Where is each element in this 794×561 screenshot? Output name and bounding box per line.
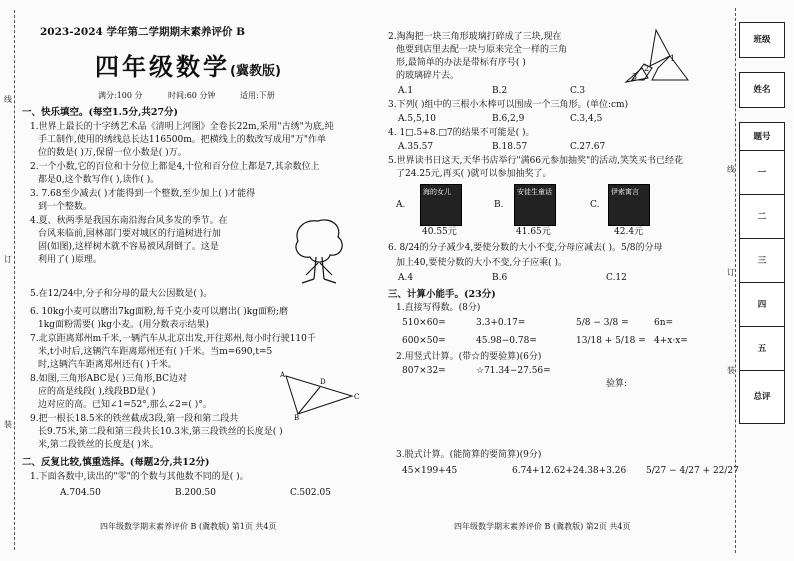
calc-item: 45.98−0.78= [476,336,537,346]
triangle-abc-figure [280,368,360,420]
book-cover-a[interactable] [420,184,462,226]
binding-line [14,10,15,550]
book-cover-b[interactable] [514,184,556,226]
q9-line3: 米,第二段铁丝的长度是( )米。 [38,440,159,450]
score-row-5[interactable]: 五 [739,326,785,372]
q2-line2: 都是0,这个数写作( ),读作( )。 [38,175,160,185]
q4-line1: 4.夏、秋两季是我国东南沿海台风多发的季节。在 [30,216,228,226]
field-class[interactable]: 班级 [739,22,785,58]
r3-option-c[interactable]: C.3,4,5 [570,114,603,124]
calc-3-title: 3.脱式计算。(能简算的要简算)(9分) [396,450,542,460]
q9-line1: 9.把一根长18.5米的铁丝截成3段,第一段和第二段共 [30,414,239,424]
book-title-a: 海的女儿 [423,188,451,196]
page-1 [0,0,380,561]
calc-2-title: 2.用竖式计算。(带☆的要验算)(6分) [396,352,542,362]
r2-option-c[interactable]: C.3 [570,86,586,96]
strip-mark: 装 [727,366,735,375]
mc1-option-c[interactable]: C.502.05 [290,488,331,498]
q8-line2: 应的高是线段( ),线段BD是( ) [38,387,156,397]
r5-line2: 了24.25元,再买( )就可以参加抽奖了。 [396,169,552,179]
q1-line3: 位的数是( )万,保留一位小数是( )万。 [38,148,187,158]
r4-option-c[interactable]: C.27.67 [570,142,606,152]
margin-mark: 线 [4,95,12,104]
margin-mark: 订 [4,255,12,264]
svg-text:A: A [280,371,286,379]
book-cover-c[interactable] [608,184,650,226]
r5-line1: 5.世界读书日这天,天华书店举行"满66元参加抽奖"的活动,笑笑买书已经花 [388,156,684,166]
meta-score: 满分:100 分 [98,91,143,100]
q4-line4: 利用了( )原理。 [38,255,102,265]
section-1-title: 一、快乐填空。(每空1.5分,共27分) [22,107,179,118]
q9-line2: 长9.75米,第二段和第三段共长10.3米,第三段铁丝的长度是( ) [38,427,283,437]
book-price-c: 42.4元 [614,227,644,237]
svg-text:B: B [294,414,300,420]
r2-option-a[interactable]: A.1 [398,86,414,96]
book-option-b-label[interactable]: B. [494,200,504,210]
book-price-b: 41.65元 [516,227,551,237]
r2-line1: 2.淘淘把一块三角形玻璃打碎成了三块,现在 [388,32,562,42]
section-3-title: 三、计算小能手。(23分) [388,289,496,300]
q1-line1: 1.世界上最长的十字绣艺术品《清明上河图》全卷长22m,采用"古绣"为底,纯 [30,122,334,132]
q3-line1: 3. 7.68至少减去( )才能得到一个整数,至少加上( )才能得 [30,189,256,199]
q7-line1: 7.北京距离郑州m千米,一辆汽车从北京出发,开往郑州,每小时行驶110千 [30,334,316,344]
svg-text:D: D [320,378,326,386]
calc-item: 5/8 − 3/8 = [576,318,629,328]
r4-option-b[interactable]: B.18.57 [492,142,528,152]
score-row-1[interactable]: 一 [739,150,785,196]
r2-option-b[interactable]: B.2 [492,86,508,96]
edition: (冀教版) [230,64,281,79]
strip-mark: 线 [727,165,735,174]
tree-illustration [288,213,348,285]
q8-line1: 8.如图,三角形ABC是( )三角形,BC边对 [30,374,188,384]
r6-line1: 6. 8/24的分子减少4,要使分数的大小不变,分母应减去( )。5/8的分母 [388,243,663,253]
r3-option-a[interactable]: A.5,5,10 [398,114,436,124]
page-2-footer: 四年级数学期末素养评价 B (冀教版) 第2页 共4页 [454,522,631,531]
page-title [95,52,281,82]
svg-text:C: C [354,393,360,401]
strip-mark: 订 [727,268,735,277]
book-option-a-label[interactable]: A. [396,200,406,210]
r6-option-c[interactable]: C.12 [606,273,627,283]
calc-item: 13/18 + 5/18 = [576,336,646,346]
stepwise-calc-1: 45×199+45 [402,466,458,476]
score-row-2[interactable]: 二 [739,194,785,240]
q6-line1: 6. 10kg小麦可以磨出7kg面粉,每千克小麦可以磨出( )kg面粉;磨 [30,307,289,317]
calc-item: 3.3+0.17= [476,318,526,328]
book-price-a: 40.55元 [422,227,457,237]
book-option-c-label[interactable]: C. [590,200,600,210]
shard-label-2: 2 [644,64,650,73]
q2-line1: 2.一个小数,它的百位和十分位上都是4,十位和百分位上都是7,其余数位上 [30,162,320,172]
binding-strip [727,0,794,561]
stepwise-calc-3: 5/27 − 4/27 + 22/27 [646,466,739,476]
calc-1-title: 1.直接写得数。(8分) [396,303,481,313]
calc-item: 4+x·x= [654,336,688,346]
r2-line3: 形,最简单的办法是带标有序号( ) [396,58,526,68]
page-2 [384,0,739,561]
stepwise-calc-2: 6.74+12.62+24.38+3.26 [512,466,627,476]
r4-question: 4. 1□.5+8.□7的结果不可能是( )。 [388,128,535,138]
mc1-option-a[interactable]: A.704.50 [60,488,101,498]
r2-line2: 他要到店里去配一块与原来完全一样的三角 [396,45,568,55]
q7-line2: 米,t小时后,这辆汽车距离郑州还有( )千米。当m=690,t=5 [38,347,273,357]
r4-option-a[interactable]: A.35.57 [398,142,434,152]
check-label: 验算: [606,379,628,389]
r6-option-b[interactable]: B.6 [492,273,508,283]
r6-line2: 加上40,要使分数的大小不变,分子应乘( )。 [396,258,568,268]
score-header: 题号 [739,122,785,152]
book-title-c: 伊索寓言 [611,188,639,196]
q4-line3: 固(如图),这样树木就不容易被风刮倒了。这是 [38,242,219,252]
q6-line2: 1kg面粉需要( )kg小麦。(用分数表示结果) [38,320,210,330]
r2-line4: 的玻璃碎片去。 [396,71,460,81]
q4-line2: 台风来临前,园林部门要对城区的行道树进行加 [38,229,221,239]
title-text: 四年级数学 [95,53,230,81]
r6-option-a[interactable]: A.4 [398,273,414,283]
score-row-3[interactable]: 三 [739,238,785,284]
meta-time: 时间:60 分钟 [168,91,216,100]
q5: 5.在12/24中,分子和分母的最大公因数是( )。 [30,289,213,299]
field-name[interactable]: 姓名 [739,72,785,108]
mc1-question: 1.下面各数中,读出的"零"的个数与其他数不同的是( )。 [30,472,249,482]
shard-label-3: 3 [632,72,638,81]
page-1-footer: 四年级数学期末素养评价 B (冀教版) 第1页 共4页 [100,522,277,531]
mc1-option-b[interactable]: B.200.50 [175,488,216,498]
section-2-title: 二、反复比较,慎重选择。(每题2分,共12分) [22,457,210,468]
q1-line2: 手工制作,使用的绣线总长达116500m。把横线上的数改写成用"万"作单 [38,135,327,145]
score-total[interactable]: 总评 [739,370,785,424]
vertical-calc-1: 807×32= [402,366,446,376]
calc-item: 6n= [654,318,674,328]
q7-line3: 时,这辆汽车距离郑州还有( )千米。 [38,360,177,370]
r3-option-b[interactable]: B.6,2,9 [492,114,525,124]
calc-item: 510×60= [402,318,446,328]
q8-line3: 边对应的高。已知∠1=52°,那么∠2=( )°。 [38,400,212,410]
margin-mark: 装 [4,420,12,429]
book-title-b: 安徒生童话 [517,188,552,196]
calc-item: 600×50= [402,336,446,346]
strip-binding-line [735,8,736,553]
exam-header: 2023-2024 学年第二学期期末素养评价 B [40,26,245,38]
shard-label-1: 1 [670,54,676,63]
r3-question: 3.下列( )组中的三根小木棒可以围成一个三角形。(单位:cm) [388,100,629,110]
vertical-calc-2: ☆71.34−27.56= [476,366,551,376]
meta-volume: 适用:下册 [240,91,275,100]
score-row-4[interactable]: 四 [739,282,785,328]
q3-line2: 到一个整数。 [38,202,93,212]
